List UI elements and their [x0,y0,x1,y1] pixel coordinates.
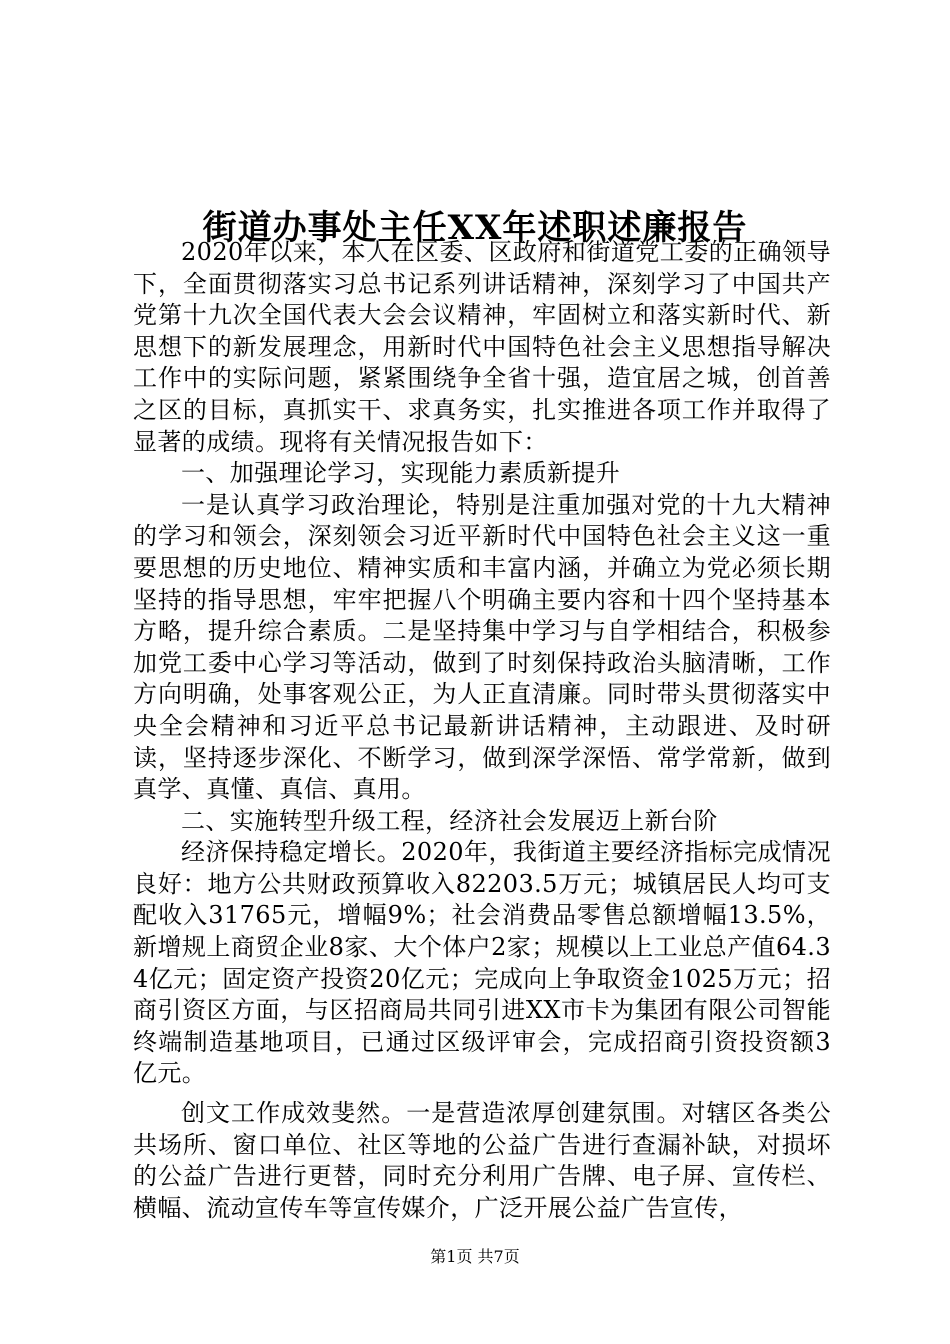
paragraph-study: 一是认真学习政治理论，特别是注重加强对党的十九大精神的学习和领会，深刻领会习近平新时代中国特色社会主义这一重要思想的历史地位、精神实质和丰富内涵，并确立为党必须长期坚持的指导思想，牢牢把握八个明确主要内容和十四个坚持基本方略，提升综合素质。二是坚持集中学习与自学相结合，积极参加党工委中心学习等活动，做到了时刻保持政治头脑清晰，工作方向明确，处事客观公正，为人正直清廉。同时带头贯彻落实中央全会精神和习近平总书记最新讲话精神，主动跟进、及时研读，坚持逐步深化、不断学习，做到深学深悟、常学常新，做到真学、真懂、真信、真用。 [133,490,831,804]
document-title: 街道办事处主任XX年述职述廉报告 [202,207,748,248]
paragraph-intro: 2020年以来，本人在区委、区政府和街道党工委的正确领导下，全面贯彻落实习总书记系列讲话精神，深刻学习了中国共产党第十九次全国代表大会会议精神，牢固树立和落实新时代、新思想下的新发展理念，用新时代中国特色社会主义思想指导解决工作中的实际问题，紧紧围绕争全省十强，造宜居之城，创首善之区的目标，真抓实干、求真务实，扎实推进各项工作并取得了显著的成绩。现将有关情况报告如下： [133,238,831,456]
section-heading-1: 一、加强理论学习，实现能力素质新提升 [181,459,621,488]
paragraph-economy: 经济保持稳定增长。2020年，我街道主要经济指标完成情况良好：地方公共财政预算收入82203.5万元；城镇居民人均可支配收入31765元，增幅9%；社会消费品零售总额增幅13.5%，新增规上商贸企业8家、大个体户2家；规模以上工业总产值64.34亿元；固定资产投资20亿元；完成向上争取资金1025万元；招商引资区方面，与区招商局共同引进XX市卡为集团有限公司智能终端制造基地项目，已通过区级评审会，完成招商引资投资额3亿元。 [133,838,831,1088]
paragraph-civilization: 创文工作成效斐然。一是营造浓厚创建氛围。对辖区各类公共场所、窗口单位、社区等地的公益广告进行查漏补缺，对损坏的公益广告进行更替，同时充分利用广告牌、电子屏、宣传栏、横幅、流动宣传车等宣传媒介，广泛开展公益广告宣传， [133,1099,831,1222]
page-number: 第1页 共7页 [430,1247,520,1266]
document-body [133,237,831,1224]
section-heading-2: 二、实施转型升级工程，经济社会发展迈上新台阶 [181,806,718,835]
